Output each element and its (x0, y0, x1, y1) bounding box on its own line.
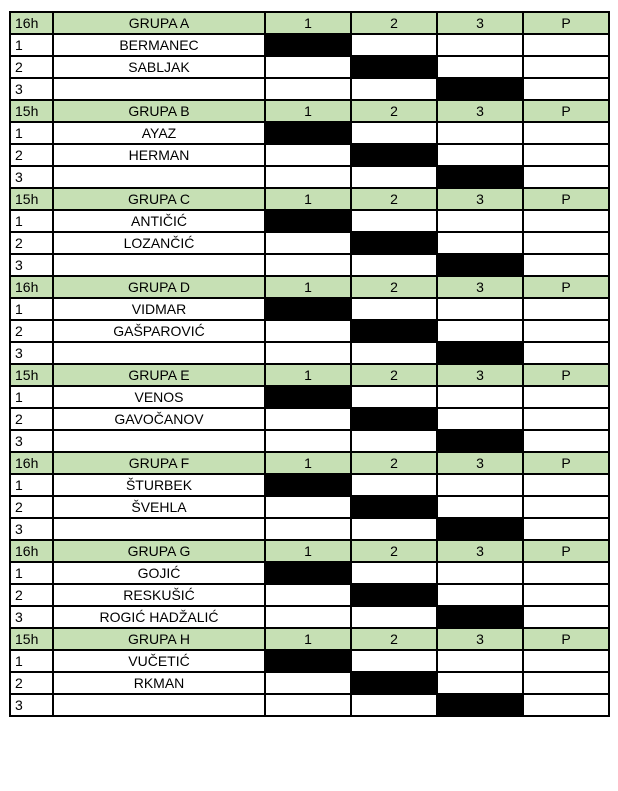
result-cell (265, 144, 351, 166)
result-cell (265, 56, 351, 78)
result-cell (351, 342, 437, 364)
result-cell (265, 672, 351, 694)
points-cell (523, 34, 609, 56)
column-header-1: 1 (265, 628, 351, 650)
result-cell (437, 144, 523, 166)
points-cell (523, 694, 609, 716)
result-cell (351, 122, 437, 144)
points-cell (523, 606, 609, 628)
player-number: 2 (10, 672, 53, 694)
player-number: 1 (10, 650, 53, 672)
column-header-3: 3 (437, 12, 523, 34)
player-row (10, 34, 609, 56)
column-header-2: 2 (351, 540, 437, 562)
result-cell (351, 650, 437, 672)
player-name: ANTIČIĆ (53, 210, 265, 232)
column-header-1: 1 (265, 12, 351, 34)
points-cell (523, 562, 609, 584)
group-header-row-grupa-a (10, 12, 609, 34)
player-row (10, 298, 609, 320)
player-row (10, 210, 609, 232)
result-cell (351, 430, 437, 452)
player-name: ŠVEHLA (53, 496, 265, 518)
player-name (53, 518, 265, 540)
blocked-cell (437, 606, 523, 628)
player-name (53, 254, 265, 276)
group-time: 16h (10, 452, 53, 474)
blocked-cell (437, 430, 523, 452)
group-time: 15h (10, 100, 53, 122)
column-header-3: 3 (437, 364, 523, 386)
player-number: 3 (10, 430, 53, 452)
blocked-cell (437, 342, 523, 364)
group-header-row-grupa-b (10, 100, 609, 122)
player-row (10, 386, 609, 408)
player-row (10, 562, 609, 584)
blocked-cell (351, 672, 437, 694)
player-name (53, 430, 265, 452)
result-cell (265, 342, 351, 364)
group-time: 16h (10, 276, 53, 298)
group-title: GRUPA C (53, 188, 265, 210)
column-header-2: 2 (351, 12, 437, 34)
result-cell (351, 298, 437, 320)
result-cell (265, 166, 351, 188)
player-name: ROGIĆ HADŽALIĆ (53, 606, 265, 628)
result-cell (437, 650, 523, 672)
result-cell (351, 606, 437, 628)
result-cell (265, 78, 351, 100)
player-name: AYAZ (53, 122, 265, 144)
player-number: 2 (10, 232, 53, 254)
column-header-p: P (523, 364, 609, 386)
points-cell (523, 210, 609, 232)
result-cell (351, 474, 437, 496)
player-name: GAVOČANOV (53, 408, 265, 430)
blocked-cell (351, 320, 437, 342)
result-cell (351, 166, 437, 188)
column-header-1: 1 (265, 188, 351, 210)
points-cell (523, 408, 609, 430)
column-header-1: 1 (265, 364, 351, 386)
column-header-2: 2 (351, 452, 437, 474)
points-cell (523, 474, 609, 496)
column-header-3: 3 (437, 452, 523, 474)
player-row (10, 694, 609, 716)
result-cell (437, 474, 523, 496)
result-cell (265, 584, 351, 606)
column-header-1: 1 (265, 540, 351, 562)
blocked-cell (265, 298, 351, 320)
result-cell (437, 496, 523, 518)
result-cell (437, 408, 523, 430)
player-number: 1 (10, 122, 53, 144)
player-row (10, 122, 609, 144)
result-cell (265, 430, 351, 452)
group-header-row-grupa-d (10, 276, 609, 298)
group-time: 15h (10, 188, 53, 210)
result-cell (351, 518, 437, 540)
player-number: 2 (10, 320, 53, 342)
result-cell (265, 232, 351, 254)
blocked-cell (351, 56, 437, 78)
blocked-cell (351, 496, 437, 518)
points-cell (523, 78, 609, 100)
player-name: VUČETIĆ (53, 650, 265, 672)
points-cell (523, 122, 609, 144)
player-name (53, 166, 265, 188)
result-cell (265, 496, 351, 518)
player-name: HERMAN (53, 144, 265, 166)
player-name: SABLJAK (53, 56, 265, 78)
points-cell (523, 144, 609, 166)
blocked-cell (351, 144, 437, 166)
points-cell (523, 584, 609, 606)
group-title: GRUPA A (53, 12, 265, 34)
result-cell (437, 232, 523, 254)
group-time: 15h (10, 628, 53, 650)
player-name (53, 694, 265, 716)
group-title: GRUPA H (53, 628, 265, 650)
group-time: 16h (10, 540, 53, 562)
result-cell (265, 320, 351, 342)
column-header-2: 2 (351, 364, 437, 386)
result-cell (265, 606, 351, 628)
result-cell (437, 122, 523, 144)
column-header-p: P (523, 452, 609, 474)
result-cell (265, 694, 351, 716)
player-row (10, 78, 609, 100)
player-name: VENOS (53, 386, 265, 408)
player-row (10, 320, 609, 342)
player-row (10, 254, 609, 276)
column-header-p: P (523, 100, 609, 122)
blocked-cell (265, 562, 351, 584)
player-name: BERMANEC (53, 34, 265, 56)
groups-table-body (10, 12, 609, 716)
column-header-p: P (523, 276, 609, 298)
points-cell (523, 650, 609, 672)
result-cell (351, 254, 437, 276)
result-cell (351, 562, 437, 584)
result-cell (265, 518, 351, 540)
group-title: GRUPA D (53, 276, 265, 298)
player-name: GAŠPAROVIĆ (53, 320, 265, 342)
result-cell (351, 34, 437, 56)
group-time: 16h (10, 12, 53, 34)
groups-table (9, 11, 610, 717)
player-row (10, 650, 609, 672)
points-cell (523, 386, 609, 408)
player-number: 1 (10, 386, 53, 408)
blocked-cell (437, 518, 523, 540)
player-number: 3 (10, 606, 53, 628)
group-header-row-grupa-c (10, 188, 609, 210)
column-header-3: 3 (437, 100, 523, 122)
player-number: 1 (10, 210, 53, 232)
points-cell (523, 518, 609, 540)
player-number: 2 (10, 496, 53, 518)
group-title: GRUPA E (53, 364, 265, 386)
group-time: 15h (10, 364, 53, 386)
player-name: VIDMAR (53, 298, 265, 320)
player-name: RESKUŠIĆ (53, 584, 265, 606)
player-name (53, 78, 265, 100)
blocked-cell (265, 210, 351, 232)
player-number: 3 (10, 342, 53, 364)
player-number: 3 (10, 254, 53, 276)
blocked-cell (265, 386, 351, 408)
column-header-3: 3 (437, 276, 523, 298)
blocked-cell (437, 694, 523, 716)
player-number: 1 (10, 474, 53, 496)
column-header-2: 2 (351, 276, 437, 298)
column-header-3: 3 (437, 188, 523, 210)
player-row (10, 518, 609, 540)
column-header-1: 1 (265, 276, 351, 298)
groups-table-container (9, 11, 610, 717)
blocked-cell (351, 584, 437, 606)
player-number: 1 (10, 298, 53, 320)
player-row (10, 474, 609, 496)
blocked-cell (265, 474, 351, 496)
player-name: LOZANČIĆ (53, 232, 265, 254)
blocked-cell (437, 166, 523, 188)
group-title: GRUPA B (53, 100, 265, 122)
player-number: 2 (10, 56, 53, 78)
points-cell (523, 254, 609, 276)
points-cell (523, 320, 609, 342)
player-row (10, 166, 609, 188)
player-row (10, 144, 609, 166)
result-cell (437, 584, 523, 606)
blocked-cell (437, 254, 523, 276)
player-row (10, 56, 609, 78)
points-cell (523, 298, 609, 320)
result-cell (265, 408, 351, 430)
points-cell (523, 672, 609, 694)
player-number: 1 (10, 562, 53, 584)
player-name (53, 342, 265, 364)
group-header-row-grupa-f (10, 452, 609, 474)
player-number: 3 (10, 694, 53, 716)
player-number: 3 (10, 518, 53, 540)
column-header-p: P (523, 12, 609, 34)
column-header-1: 1 (265, 452, 351, 474)
group-title: GRUPA F (53, 452, 265, 474)
player-row (10, 584, 609, 606)
result-cell (351, 78, 437, 100)
player-name: GOJIĆ (53, 562, 265, 584)
points-cell (523, 342, 609, 364)
column-header-1: 1 (265, 100, 351, 122)
player-row (10, 496, 609, 518)
group-title: GRUPA G (53, 540, 265, 562)
column-header-p: P (523, 628, 609, 650)
points-cell (523, 232, 609, 254)
result-cell (437, 320, 523, 342)
blocked-cell (265, 650, 351, 672)
result-cell (437, 34, 523, 56)
player-row (10, 342, 609, 364)
blocked-cell (437, 78, 523, 100)
group-header-row-grupa-g (10, 540, 609, 562)
blocked-cell (351, 408, 437, 430)
player-row (10, 606, 609, 628)
player-number: 2 (10, 408, 53, 430)
player-row (10, 408, 609, 430)
column-header-2: 2 (351, 628, 437, 650)
result-cell (351, 210, 437, 232)
player-number: 2 (10, 144, 53, 166)
result-cell (437, 672, 523, 694)
blocked-cell (351, 232, 437, 254)
player-name: ŠTURBEK (53, 474, 265, 496)
blocked-cell (265, 122, 351, 144)
player-row (10, 672, 609, 694)
result-cell (351, 386, 437, 408)
points-cell (523, 430, 609, 452)
blocked-cell (265, 34, 351, 56)
points-cell (523, 56, 609, 78)
result-cell (437, 562, 523, 584)
result-cell (437, 298, 523, 320)
player-number: 1 (10, 34, 53, 56)
result-cell (351, 694, 437, 716)
player-number: 3 (10, 166, 53, 188)
player-number: 2 (10, 584, 53, 606)
player-row (10, 232, 609, 254)
column-header-3: 3 (437, 540, 523, 562)
player-name: RKMAN (53, 672, 265, 694)
player-row (10, 430, 609, 452)
column-header-2: 2 (351, 188, 437, 210)
result-cell (437, 386, 523, 408)
column-header-2: 2 (351, 100, 437, 122)
group-header-row-grupa-h (10, 628, 609, 650)
points-cell (523, 496, 609, 518)
column-header-p: P (523, 188, 609, 210)
result-cell (265, 254, 351, 276)
player-number: 3 (10, 78, 53, 100)
column-header-p: P (523, 540, 609, 562)
group-header-row-grupa-e (10, 364, 609, 386)
result-cell (437, 210, 523, 232)
result-cell (437, 56, 523, 78)
points-cell (523, 166, 609, 188)
column-header-3: 3 (437, 628, 523, 650)
